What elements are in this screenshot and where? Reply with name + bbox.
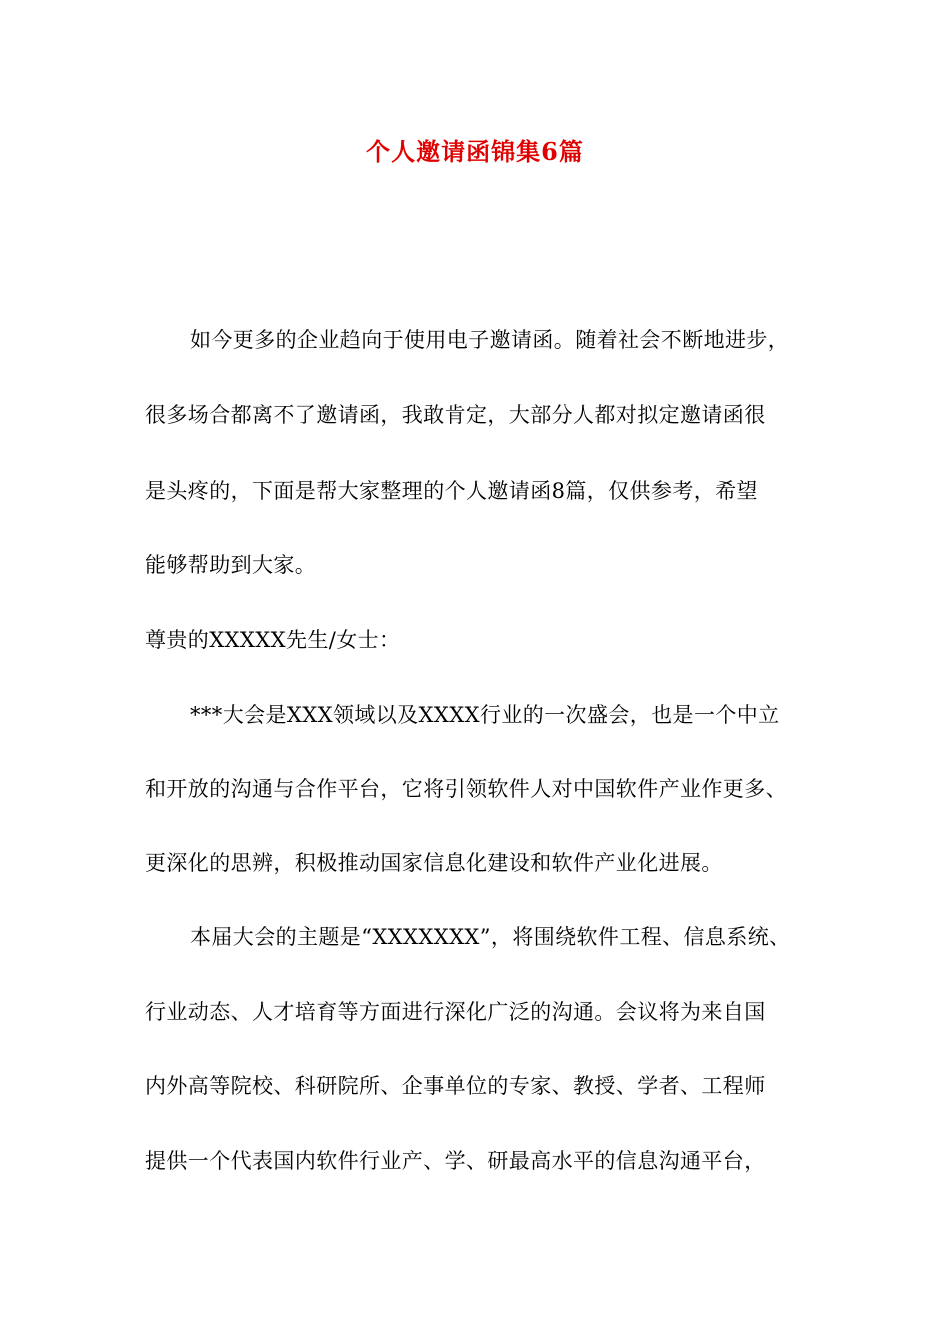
paragraph-line: 很多场合都离不了邀请函，我敢肯定，大部分人都对拟定邀请函很 [145, 403, 766, 427]
paragraph-line: ***大会是XXX领域以及XXXX行业的一次盛会，也是一个中立 [190, 703, 780, 727]
paragraph-line: 提供一个代表国内软件行业产、学、研最高水平的信息沟通平台， [145, 1149, 766, 1173]
paragraph-line: 能够帮助到大家。 [145, 553, 317, 577]
paragraph-line: 内外高等院校、科研院所、企事单位的专家、教授、学者、工程师 [145, 1074, 766, 1098]
paragraph-line: 行业动态、人才培育等方面进行深化广泛的沟通。会议将为来自国 [145, 1000, 766, 1024]
document-title: 个人邀请函锦集6篇 [366, 137, 584, 166]
paragraph-line: 和开放的沟通与合作平台，它将引领软件人对中国软件产业作更多、 [145, 777, 787, 801]
paragraph-line: 本届大会的主题是“XXXXXXX”，将围绕软件工程、信息系统、 [190, 925, 791, 949]
paragraph-line: 是头疼的，下面是帮大家整理的个人邀请函8篇，仅供参考，希望 [145, 479, 758, 503]
paragraph-line: 如今更多的企业趋向于使用电子邀请函。随着社会不断地进步， [190, 328, 790, 352]
salutation-line: 尊贵的XXXXX先生/女士： [145, 628, 401, 652]
paragraph-line: 更深化的思辨，积极推动国家信息化建设和软件产业化进展。 [145, 851, 723, 875]
